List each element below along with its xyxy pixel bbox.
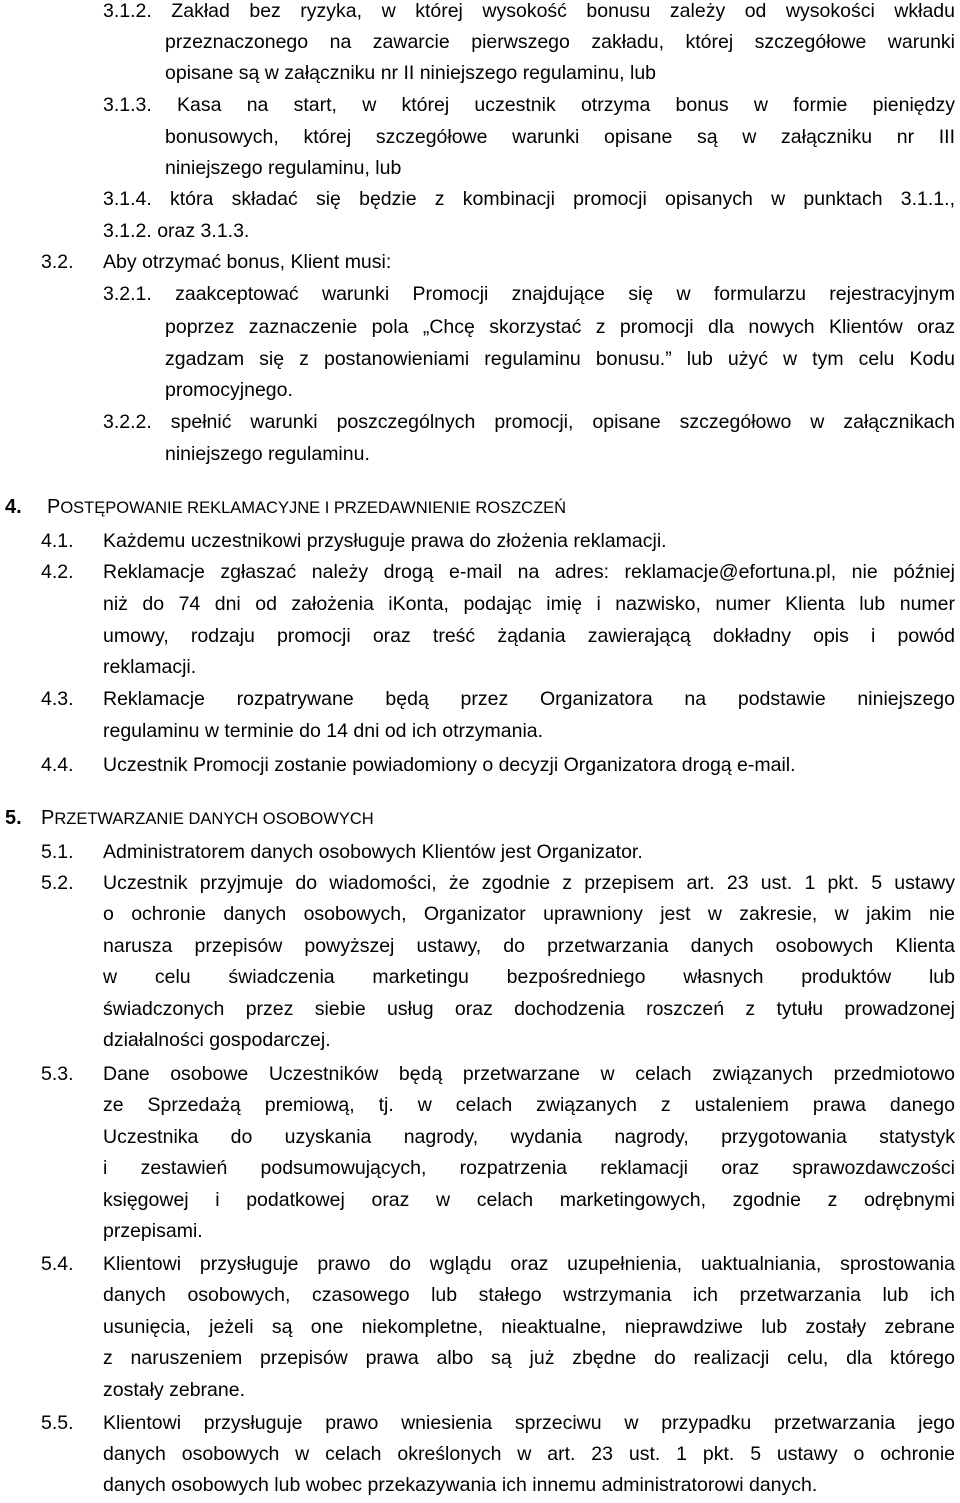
para-5-3-line-5: księgowej i podatkowej oraz w celach marketingowych, zgodnie z odrębnymi — [103, 1189, 955, 1211]
para-4-1-number: 4.1. — [41, 530, 74, 552]
para-3-1-2-line-3: opisane są w załączniku nr II niniejszego regulaminu, lub — [165, 62, 657, 84]
para-3-1-3-line-3: niniejszego regulaminu, lub — [165, 157, 402, 179]
section-4-number: 4. — [5, 496, 22, 518]
para-3-2-1-line-2: poprzez zaznaczenie pola „Chcę skorzystać z promocji dla nowych Klientów oraz — [165, 316, 955, 338]
para-5-2-number: 5.2. — [41, 872, 74, 894]
para-3-2-text: Aby otrzymać bonus, Klient musi: — [103, 251, 392, 273]
para-5-3-number: 5.3. — [41, 1063, 74, 1085]
para-3-2-number: 3.2. — [41, 251, 74, 273]
para-3-1-3-line-1: 3.1.3. Kasa na start, w której uczestnik otrzyma bonus w formie pieniędzy — [103, 94, 955, 116]
para-5-1-number: 5.1. — [41, 841, 74, 863]
para-4-2-line-1: Reklamacje zgłaszać należy drogą e-mail na adres: reklamacje@efortuna.pl, nie później — [103, 561, 955, 583]
para-5-4-line-2: danych osobowych, czasowego lub stałego wstrzymania ich przetwarzania lub ich — [103, 1284, 955, 1306]
para-5-3-line-3: Uczestnika do uzyskania nagrody, wydania nagrody, przygotowania statystyk — [103, 1126, 955, 1148]
para-4-4-number: 4.4. — [41, 754, 74, 776]
section-4-title — [47, 497, 566, 517]
para-3-1-4-line-1: 3.1.4. która składać się będzie z kombinacji promocji opisanych w punktach 3.1.1., — [103, 188, 955, 210]
para-4-2-line-3: umowy, rodzaju promocji oraz treść żądania zawierającą dokładny opis i powód — [103, 625, 955, 647]
para-5-2-line-2: o ochronie danych osobowych, Organizator uprawniony jest w zakresie, w jakim nie — [103, 903, 955, 925]
para-4-1-text: Każdemu uczestnikowi przysługuje prawa do złożenia reklamacji. — [103, 530, 667, 552]
section-5-title-rest: RZETWARZANIE DANYCH OSOBOWYCH — [54, 810, 374, 828]
section-5-number: 5. — [5, 807, 22, 829]
section-5-title-initial: P — [41, 807, 55, 829]
para-5-3-line-2: ze Sprzedażą premiową, tj. w celach związanych z ustaleniem prawa danego — [103, 1094, 955, 1116]
para-5-5-line-3: danych osobowych lub wobec przekazywania ich innemu administratorowi danych. — [103, 1474, 818, 1496]
section-4-title-initial: P — [47, 496, 61, 518]
para-3-2-1-line-4: promocyjnego. — [165, 379, 293, 401]
para-5-4-line-5: zostały zebrane. — [103, 1379, 245, 1401]
para-5-3-line-4: i zestawień podsumowujących, rozpatrzenia reklamacji oraz sprawozdawczości — [103, 1157, 955, 1179]
para-5-2-line-4: w celu świadczenia marketingu bezpośredniego własnych produktów lub — [103, 966, 955, 988]
para-4-2-line-2: niż do 74 dni od założenia iKonta, podając imię i nazwisko, numer Klienta lub numer — [103, 593, 955, 615]
para-5-5-line-2: danych osobowych w celach określonych w art. 23 ust. 1 pkt. 5 ustawy o ochronie — [103, 1443, 955, 1465]
para-3-1-3-line-2: bonusowych, której szczegółowe warunki opisane są w załączniku nr III — [165, 126, 955, 148]
section-5-title — [41, 808, 374, 828]
para-5-3-line-6: przepisami. — [103, 1220, 203, 1242]
para-3-2-2-line-1: 3.2.2. spełnić warunki poszczególnych promocji, opisane szczegółowo w załącznikach — [103, 411, 955, 433]
para-3-2-1-line-1: 3.2.1. zaakceptować warunki Promocji znajdujące się w formularzu rejestracyjnym — [103, 283, 955, 305]
para-3-1-2-line-1: 3.1.2. Zakład bez ryzyka, w której wysokość bonusu zależy od wysokości wkładu — [103, 0, 955, 22]
para-4-3-line-2: regulaminu w terminie do 14 dni od ich otrzymania. — [103, 720, 544, 742]
para-5-5-line-1: Klientowi przysługuje prawo wniesienia sprzeciwu w przypadku przetwarzania jego — [103, 1412, 955, 1434]
para-5-4-line-1: Klientowi przysługuje prawo do wglądu oraz uzupełnienia, uaktualniania, sprostowania — [103, 1253, 955, 1275]
para-3-1-2-line-2: przeznaczonego na zawarcie pierwszego zakładu, której szczegółowe warunki — [165, 31, 955, 53]
para-5-3-line-1: Dane osobowe Uczestników będą przetwarzane w celach związanych przedmiotowo — [103, 1063, 955, 1085]
para-4-3-number: 4.3. — [41, 688, 74, 710]
para-3-2-2-line-2: niniejszego regulaminu. — [165, 443, 370, 465]
para-4-2-line-4: reklamacji. — [103, 656, 197, 678]
section-4-title-rest: OSTĘPOWANIE REKLAMACYJNE I PRZEDAWNIENIE ROSZCZEŃ — [60, 499, 567, 517]
para-4-2-number: 4.2. — [41, 561, 74, 583]
para-5-4-line-4: z naruszeniem przepisów prawa albo są już zbędne do realizacji celu, dla którego — [103, 1347, 955, 1369]
para-3-2-1-line-3: zgadzam się z postanowieniami regulaminu bonusu.” lub użyć w tym celu Kodu — [165, 348, 955, 370]
para-5-2-line-5: świadczonych przez siebie usług oraz dochodzenia roszczeń z tytułu prowadzonej — [103, 998, 955, 1020]
para-5-2-line-6: działalności gospodarczej. — [103, 1029, 331, 1051]
para-4-3-line-1: Reklamacje rozpatrywane będą przez Organizatora na podstawie niniejszego — [103, 688, 955, 710]
para-5-2-line-3: narusza przepisów powyższej ustawy, do przetwarzania danych osobowych Klienta — [103, 935, 955, 957]
para-5-2-line-1: Uczestnik przyjmuje do wiadomości, że zgodnie z przepisem art. 23 ust. 1 pkt. 5 ustawy — [103, 872, 955, 894]
para-3-1-4-line-2: 3.1.2. oraz 3.1.3. — [103, 220, 250, 242]
para-5-1-text: Administratorem danych osobowych Klientów jest Organizator. — [103, 841, 643, 863]
para-5-5-number: 5.5. — [41, 1412, 74, 1434]
para-5-4-number: 5.4. — [41, 1253, 74, 1275]
para-4-4-text: Uczestnik Promocji zostanie powiadomiony o decyzji Organizatora drogą e-mail. — [103, 754, 796, 776]
para-5-4-line-3: usunięcia, jeżeli są one niekompletne, nieaktualne, nieprawdziwe lub zostały zebrane — [103, 1316, 955, 1338]
